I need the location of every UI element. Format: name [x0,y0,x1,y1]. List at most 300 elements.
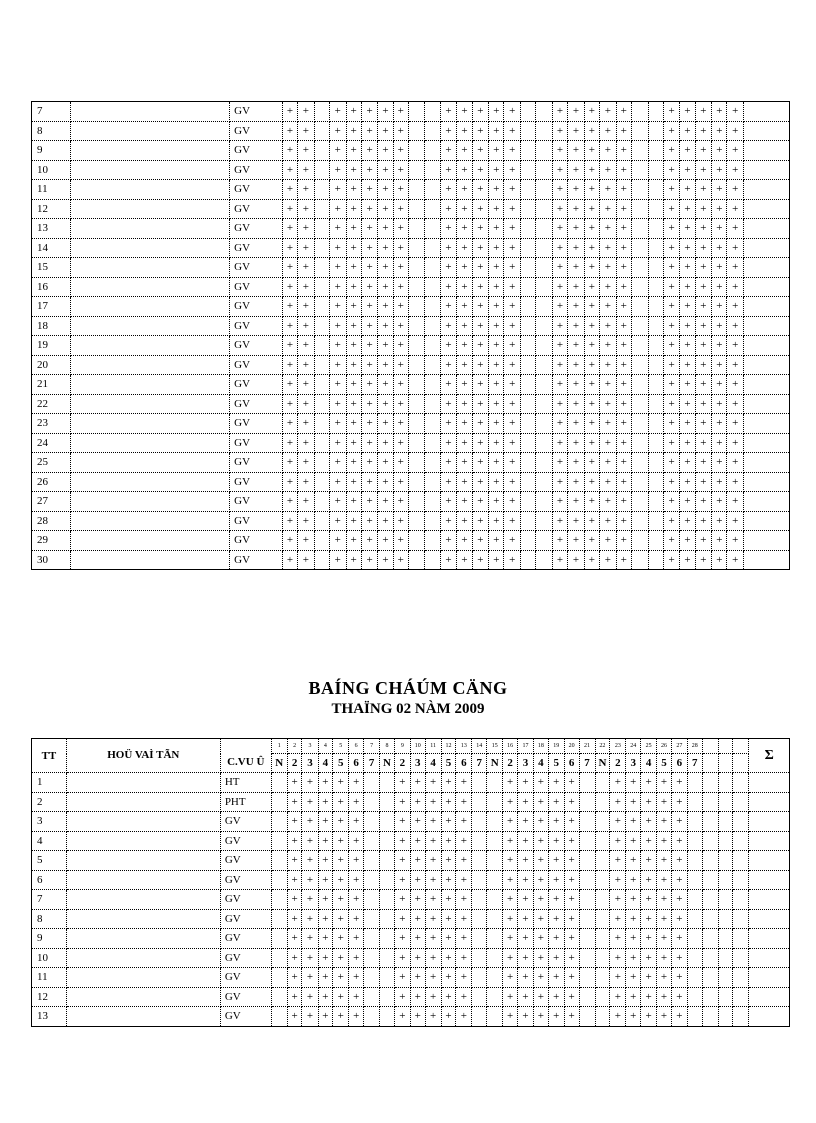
day-cell: + [568,316,585,336]
row-number: 5 [32,851,67,871]
day-cell: + [552,511,567,531]
day-cell [648,277,663,297]
day-cell: + [695,160,712,180]
day-cell: + [287,851,302,871]
day-cell: + [346,219,361,239]
day-cell [521,355,536,375]
day-cell [380,929,395,949]
day-cell: + [440,531,457,551]
day-cell: + [302,948,318,968]
day-cell [472,890,487,910]
day-cell: + [626,987,641,1007]
day-cell [648,336,663,356]
day-cell: + [534,773,549,793]
day-cell [687,870,702,890]
day-number [718,739,733,754]
row-number: 8 [32,121,71,141]
day-cell: + [346,258,361,278]
day-cell: + [584,141,599,161]
day-cell [718,1007,733,1027]
day-cell: + [680,121,695,141]
day-cell: + [425,1007,441,1027]
day-cell: + [329,531,346,551]
day-cell: + [584,375,599,395]
day-cell [472,909,487,929]
total-cell [744,121,790,141]
day-cell: + [410,870,425,890]
day-cell [521,180,536,200]
day-cell: + [568,375,585,395]
day-cell: + [282,180,297,200]
table-row [32,121,790,141]
day-cell [364,909,380,929]
day-cell: + [489,336,504,356]
day-cell: + [456,831,472,851]
day-cell: + [552,141,567,161]
day-cell [408,316,425,336]
day-cell: + [712,355,727,375]
day-cell: + [472,550,489,570]
day-cell [702,870,718,890]
day-cell: + [517,890,533,910]
day-cell: + [616,472,631,492]
position-cell: GV [230,511,283,531]
day-cell: + [616,433,631,453]
day-cell [702,948,718,968]
day-cell [536,550,553,570]
day-cell: + [329,160,346,180]
day-cell [648,102,663,122]
day-cell: + [287,831,302,851]
day-cell [687,831,702,851]
day-cell [733,792,749,812]
day-cell [631,550,648,570]
day-cell: + [671,773,687,793]
day-cell: + [552,258,567,278]
day-cell: + [504,433,521,453]
day-cell: + [318,929,333,949]
day-cell: + [378,453,393,473]
day-cell: + [712,433,727,453]
day-cell: + [504,160,521,180]
day-cell: + [503,1007,518,1027]
day-cell [536,375,553,395]
day-cell: + [564,1007,579,1027]
day-cell: + [727,258,744,278]
day-cell: + [329,141,346,161]
day-cell: + [489,492,504,512]
day-cell: + [727,472,744,492]
day-cell: + [712,297,727,317]
day-cell: + [610,948,626,968]
day-cell: + [568,492,585,512]
day-cell: + [552,336,567,356]
name-cell [70,297,229,317]
day-cell: + [410,831,425,851]
day-cell: + [394,968,410,988]
day-cell: + [584,199,599,219]
day-cell: + [727,433,744,453]
table-row [32,968,790,988]
name-cell [70,472,229,492]
day-cell: + [671,948,687,968]
position-cell: GV [230,433,283,453]
row-number: 1 [32,773,67,793]
day-cell: + [282,355,297,375]
day-cell [425,355,440,375]
day-cell: + [472,199,489,219]
day-cell: + [472,453,489,473]
day-cell: + [568,121,585,141]
total-cell [749,870,790,890]
day-cell: + [695,472,712,492]
table-row [32,870,790,890]
day-cell: + [456,792,472,812]
day-cell: + [663,258,680,278]
day-cell: + [378,160,393,180]
day-cell: + [489,258,504,278]
position-cell: GV [220,1007,271,1027]
total-cell [744,336,790,356]
position-cell: GV [220,929,271,949]
day-cell: + [663,160,680,180]
day-cell: + [346,550,361,570]
row-number: 30 [32,550,71,570]
day-cell: + [641,831,657,851]
name-cell [66,1007,220,1027]
day-cell [702,890,718,910]
day-cell: + [378,375,393,395]
total-cell [744,258,790,278]
day-cell: + [489,160,504,180]
weekday: 2 [503,754,518,773]
day-cell [733,987,749,1007]
day-cell [648,414,663,434]
position-cell: GV [230,375,283,395]
day-cell: + [349,773,364,793]
day-cell: + [456,909,472,929]
table-row [32,297,790,317]
day-cell: + [663,433,680,453]
day-cell: + [393,141,408,161]
position-cell: GV [230,531,283,551]
day-cell: + [727,297,744,317]
day-cell [579,773,595,793]
day-cell: + [680,550,695,570]
day-cell: + [393,102,408,122]
day-cell: + [663,297,680,317]
day-cell: + [671,890,687,910]
day-cell [702,909,718,929]
day-cell: + [440,472,457,492]
weekday: 6 [564,754,579,773]
weekday: 3 [410,754,425,773]
day-cell [364,890,380,910]
day-cell: + [361,414,378,434]
day-cell: + [564,890,579,910]
day-cell [648,258,663,278]
day-cell [380,812,395,832]
row-number: 17 [32,297,71,317]
day-cell: + [393,238,408,258]
day-cell: + [610,851,626,871]
day-cell: + [472,433,489,453]
day-cell: + [489,433,504,453]
day-cell [521,160,536,180]
name-cell [70,414,229,434]
row-number: 10 [32,160,71,180]
day-cell: + [393,492,408,512]
day-cell: + [680,453,695,473]
day-cell: + [504,297,521,317]
day-cell [408,297,425,317]
day-cell [425,433,440,453]
day-cell: + [600,472,617,492]
day-cell: + [394,851,410,871]
day-cell: + [517,909,533,929]
day-cell [487,831,503,851]
day-cell [521,453,536,473]
day-cell: + [349,929,364,949]
day-cell [579,831,595,851]
day-cell: + [680,414,695,434]
day-cell [314,492,329,512]
day-cell: + [410,987,425,1007]
day-cell: + [616,180,631,200]
day-cell: + [552,238,567,258]
day-cell: + [318,812,333,832]
day-cell: + [361,141,378,161]
day-cell: + [440,238,457,258]
day-cell [425,141,440,161]
day-cell: + [504,394,521,414]
day-cell: + [616,238,631,258]
day-cell: + [548,773,564,793]
day-cell [521,375,536,395]
day-cell: + [657,773,672,793]
table-row [32,948,790,968]
day-cell [536,355,553,375]
day-cell: + [440,219,457,239]
day-cell [472,929,487,949]
day-cell [487,890,503,910]
row-number: 27 [32,492,71,512]
day-cell [271,987,287,1007]
day-cell [733,870,749,890]
day-cell [702,1007,718,1027]
day-cell: + [489,453,504,473]
day-cell: + [671,792,687,812]
day-cell [487,812,503,832]
day-cell: + [584,336,599,356]
day-cell: + [298,511,315,531]
day-cell: + [489,141,504,161]
day-cell [536,102,553,122]
day-cell: + [394,870,410,890]
day-cell: + [568,472,585,492]
day-cell: + [457,277,472,297]
name-cell [70,511,229,531]
day-cell [314,277,329,297]
day-cell [631,316,648,336]
day-cell: + [425,987,441,1007]
day-cell: + [695,433,712,453]
day-cell: + [349,890,364,910]
day-cell: + [568,531,585,551]
name-cell [70,180,229,200]
day-cell: + [378,316,393,336]
day-cell: + [440,492,457,512]
day-cell [648,394,663,414]
day-cell [472,773,487,793]
day-cell: + [584,277,599,297]
day-cell: + [457,492,472,512]
day-cell: + [440,375,457,395]
day-cell: + [727,492,744,512]
day-cell [595,929,610,949]
day-cell: + [410,909,425,929]
position-cell: GV [230,219,283,239]
day-cell [648,531,663,551]
row-number: 22 [32,394,71,414]
day-cell [718,968,733,988]
day-cell [408,336,425,356]
day-cell: + [517,870,533,890]
day-cell: + [394,890,410,910]
day-cell [271,909,287,929]
day-cell: + [671,870,687,890]
row-number: 29 [32,531,71,551]
day-cell: + [712,531,727,551]
day-cell [521,531,536,551]
day-cell: + [712,102,727,122]
day-cell: + [361,316,378,336]
day-cell: + [393,394,408,414]
day-number: 1 [271,739,287,754]
day-cell: + [552,180,567,200]
row-number: 12 [32,987,67,1007]
day-cell: + [552,394,567,414]
day-cell: + [302,929,318,949]
day-cell: + [503,948,518,968]
day-cell [380,890,395,910]
name-cell [66,890,220,910]
day-cell [521,199,536,219]
day-cell: + [504,453,521,473]
day-cell: + [517,792,533,812]
day-cell: + [456,773,472,793]
day-cell: + [564,792,579,812]
day-cell: + [441,812,456,832]
day-cell [521,238,536,258]
row-number: 7 [32,102,71,122]
day-cell: + [657,929,672,949]
day-cell [271,870,287,890]
day-cell: + [680,433,695,453]
day-cell: + [346,316,361,336]
day-cell: + [410,773,425,793]
day-cell [271,890,287,910]
day-cell [472,870,487,890]
table-row [32,909,790,929]
day-cell: + [616,160,631,180]
day-cell: + [329,492,346,512]
day-cell [631,219,648,239]
day-cell: + [568,511,585,531]
day-cell: + [378,141,393,161]
day-cell: + [503,870,518,890]
day-cell: + [695,277,712,297]
day-cell: + [329,394,346,414]
total-cell [744,492,790,512]
day-cell: + [680,199,695,219]
day-cell: + [394,812,410,832]
name-cell [66,909,220,929]
day-cell [595,792,610,812]
day-cell [702,812,718,832]
day-number: 26 [657,739,672,754]
day-cell: + [457,453,472,473]
day-cell: + [517,1007,533,1027]
day-cell: + [534,851,549,871]
day-cell [687,968,702,988]
weekday: 6 [349,754,364,773]
day-number: 21 [579,739,595,754]
total-cell [744,277,790,297]
day-cell: + [504,472,521,492]
day-cell: + [584,394,599,414]
weekday: 7 [687,754,702,773]
day-cell: + [329,258,346,278]
day-cell: + [552,414,567,434]
day-cell: + [298,336,315,356]
day-cell: + [727,355,744,375]
day-cell: + [393,336,408,356]
day-cell: + [727,121,744,141]
day-cell: + [504,277,521,297]
day-cell [271,948,287,968]
day-cell [408,141,425,161]
day-cell: + [472,472,489,492]
day-cell: + [318,773,333,793]
day-cell: + [600,453,617,473]
day-cell: + [663,141,680,161]
day-cell: + [657,870,672,890]
day-cell: + [695,375,712,395]
day-cell: + [584,414,599,434]
table-row [32,394,790,414]
day-cell: + [657,831,672,851]
day-cell: + [695,199,712,219]
day-cell: + [302,870,318,890]
day-cell: + [610,812,626,832]
table-row [32,472,790,492]
day-cell: + [504,375,521,395]
table-row [32,492,790,512]
day-cell: + [456,812,472,832]
day-cell [702,851,718,871]
day-cell [521,277,536,297]
day-cell [425,472,440,492]
day-cell [702,831,718,851]
day-cell: + [282,258,297,278]
day-cell: + [568,453,585,473]
day-cell [733,812,749,832]
day-cell: + [287,929,302,949]
day-cell: + [361,550,378,570]
day-cell: + [440,180,457,200]
day-cell: + [616,355,631,375]
